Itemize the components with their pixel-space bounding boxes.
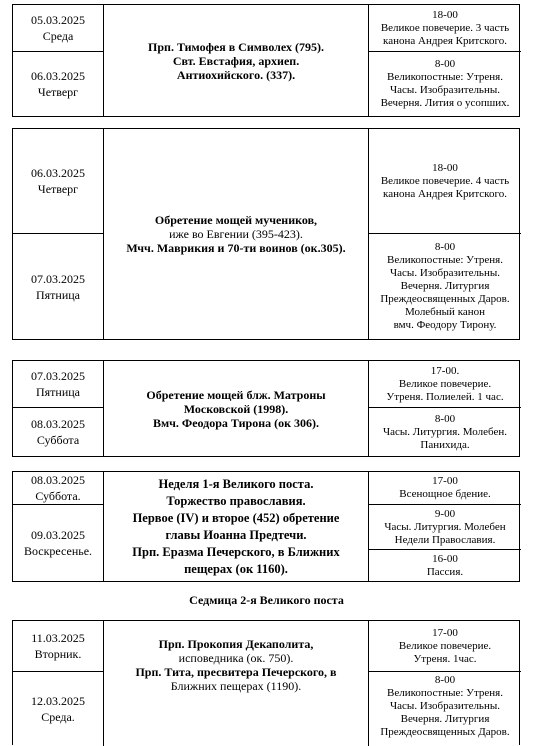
service-line: Молебный канон <box>404 306 486 318</box>
service-time: 18-00 <box>432 161 458 174</box>
date-cell <box>13 621 104 671</box>
date-cell <box>13 671 104 746</box>
service-cell <box>369 671 521 746</box>
service-line: Утреня. 1час. <box>413 652 477 665</box>
saint-line: Торжество православия. <box>166 493 306 508</box>
date-text: 09.03.2025 <box>31 528 85 542</box>
service-line: канона Андрея Критского. <box>383 34 507 47</box>
date-text: 08.03.2025 <box>31 417 85 431</box>
weekday-text: Суббота <box>36 433 80 447</box>
date-cell <box>13 5 104 51</box>
weekday-text: Среда. <box>41 710 75 724</box>
service-cell <box>369 233 521 339</box>
saint-line: Обретение мощей блж. Матроны <box>146 387 326 402</box>
service-time: 17-00 <box>432 475 458 487</box>
date-cell <box>13 129 104 233</box>
weekday-text: Суббота. <box>35 489 81 503</box>
saint-line: иже во Евгении (395-423). <box>169 227 303 241</box>
date-cell <box>13 51 104 116</box>
saints-cell <box>104 5 369 116</box>
saints-cell <box>104 361 369 456</box>
saints-cell <box>104 472 369 581</box>
date-cell <box>13 504 104 581</box>
service-cell <box>369 549 521 581</box>
week-caption: Седмица 2-я Великого поста <box>189 593 344 607</box>
saint-line: главы Иоанна Предтечи. <box>165 527 307 542</box>
service-cell <box>369 361 521 407</box>
service-time: 17-00 <box>432 626 458 639</box>
saint-line: Свт. Евстафия, архиеп. <box>172 53 300 68</box>
saint-line: Вмч. Феодора Тирона (ок 306). <box>152 415 320 430</box>
schedule-block-2 <box>12 128 520 340</box>
saint-line: Первое (IV) и второе (452) обретение <box>132 510 340 525</box>
service-line: Великое повечерие. <box>398 639 492 652</box>
date-text: 05.03.2025 <box>31 13 85 27</box>
date-cell <box>13 407 104 456</box>
service-time: 9-00 <box>434 507 456 520</box>
service-line: Великопостные: Утреня. <box>386 71 503 83</box>
saints-cell <box>104 129 369 339</box>
weekday-text: Четверг <box>37 85 79 99</box>
weekday-text: Среда <box>42 29 74 43</box>
saint-line: Прп. Тита, пресвитера Печерского, в <box>135 665 337 679</box>
service-line: Вечерня. Литургия <box>400 280 490 292</box>
service-line: Великое повечерие. <box>398 377 492 390</box>
saint-line: Обретение мощей мучеников, <box>154 213 318 227</box>
date-text: 08.03.2025 <box>31 473 85 487</box>
date-cell <box>13 472 104 504</box>
service-line: Вечерня. Лития о усопших. <box>380 97 510 109</box>
service-time: 16-00 <box>432 552 458 565</box>
schedule-block-5 <box>12 620 520 745</box>
service-line: Панихида. <box>420 438 470 451</box>
service-cell <box>369 407 521 456</box>
saint-line: Прп. Прокопия Декаполита, <box>158 637 314 651</box>
weekday-text: Четверг <box>37 182 79 196</box>
saint-line: исповедника (ок. 750). <box>178 651 294 665</box>
service-line: Пассия. <box>426 565 464 578</box>
service-cell <box>369 51 521 116</box>
service-time: 18-00 <box>432 8 458 21</box>
service-line: Вечерня. Литургия <box>400 713 490 725</box>
weekday-text: Пятница <box>35 385 81 399</box>
service-line: Всенощное бдение. <box>399 488 491 500</box>
service-line: Великое повечерие. 3 часть <box>380 21 510 34</box>
service-cell <box>369 504 521 549</box>
service-time: 8-00 <box>434 241 456 253</box>
service-line: Часы. Изобразительны. <box>390 700 500 712</box>
service-line: вмч. Феодору Тирону. <box>393 319 497 331</box>
service-line: Преждеосвященных Даров. <box>380 726 510 738</box>
saints-cell <box>104 621 369 746</box>
date-text: 06.03.2025 <box>31 166 85 180</box>
service-line: канона Андрея Критского. <box>383 187 507 200</box>
saint-line: Антиохийского. (337). <box>176 67 296 82</box>
date-cell <box>13 233 104 339</box>
service-time: 8-00 <box>434 674 456 686</box>
service-line: Часы. Изобразительны. <box>390 84 500 96</box>
service-cell <box>369 5 521 51</box>
saint-line: Прп. Тимофея в Символех (795). <box>148 39 324 54</box>
date-cell <box>13 361 104 407</box>
service-time: 8-00 <box>434 58 456 70</box>
service-cell <box>369 472 521 504</box>
service-cell <box>369 621 521 671</box>
schedule-block-4 <box>12 471 520 582</box>
service-line: Утреня. Полиелей. 1 час. <box>386 390 504 403</box>
saint-line: пещерах (ок 1160). <box>184 561 288 576</box>
saint-line: Московской (1998). <box>183 401 289 416</box>
date-text: 06.03.2025 <box>31 69 85 83</box>
saint-line: Ближних пещерах (1190). <box>170 679 302 693</box>
date-text: 07.03.2025 <box>31 271 85 286</box>
date-text: 12.03.2025 <box>31 694 85 708</box>
service-time: 8-00 <box>434 412 456 425</box>
date-text: 11.03.2025 <box>31 631 85 645</box>
service-cell <box>369 129 521 233</box>
saint-line: Мчч. Маврикия и 70-ти воинов (ок.305). <box>126 241 346 255</box>
service-line: Великое повечерие. 4 часть <box>380 174 510 187</box>
schedule-block-1 <box>12 4 520 117</box>
schedule-block-3 <box>12 360 520 457</box>
weekday-text: Воскресенье. <box>23 544 93 558</box>
service-line: Часы. Литургия. Молебен <box>384 520 506 533</box>
service-line: Часы. Литургия. Молебен. <box>383 425 507 438</box>
weekday-text: Пятница <box>35 287 81 302</box>
service-line: Преждеосвященных Даров. <box>380 293 510 305</box>
saint-line: Прп. Еразма Печерского, в Ближних <box>132 544 340 559</box>
saint-line: Неделя 1-я Великого поста. <box>158 476 314 491</box>
service-line: Часы. Изобразительны. <box>390 267 500 279</box>
service-time: 17-00. <box>430 364 460 377</box>
date-text: 07.03.2025 <box>31 369 85 383</box>
service-line: Великопостные: Утреня. <box>386 254 503 266</box>
service-line: Недели Православия. <box>394 533 496 546</box>
weekday-text: Вторник. <box>34 647 82 661</box>
service-line: Великопостные: Утреня. <box>386 687 503 699</box>
